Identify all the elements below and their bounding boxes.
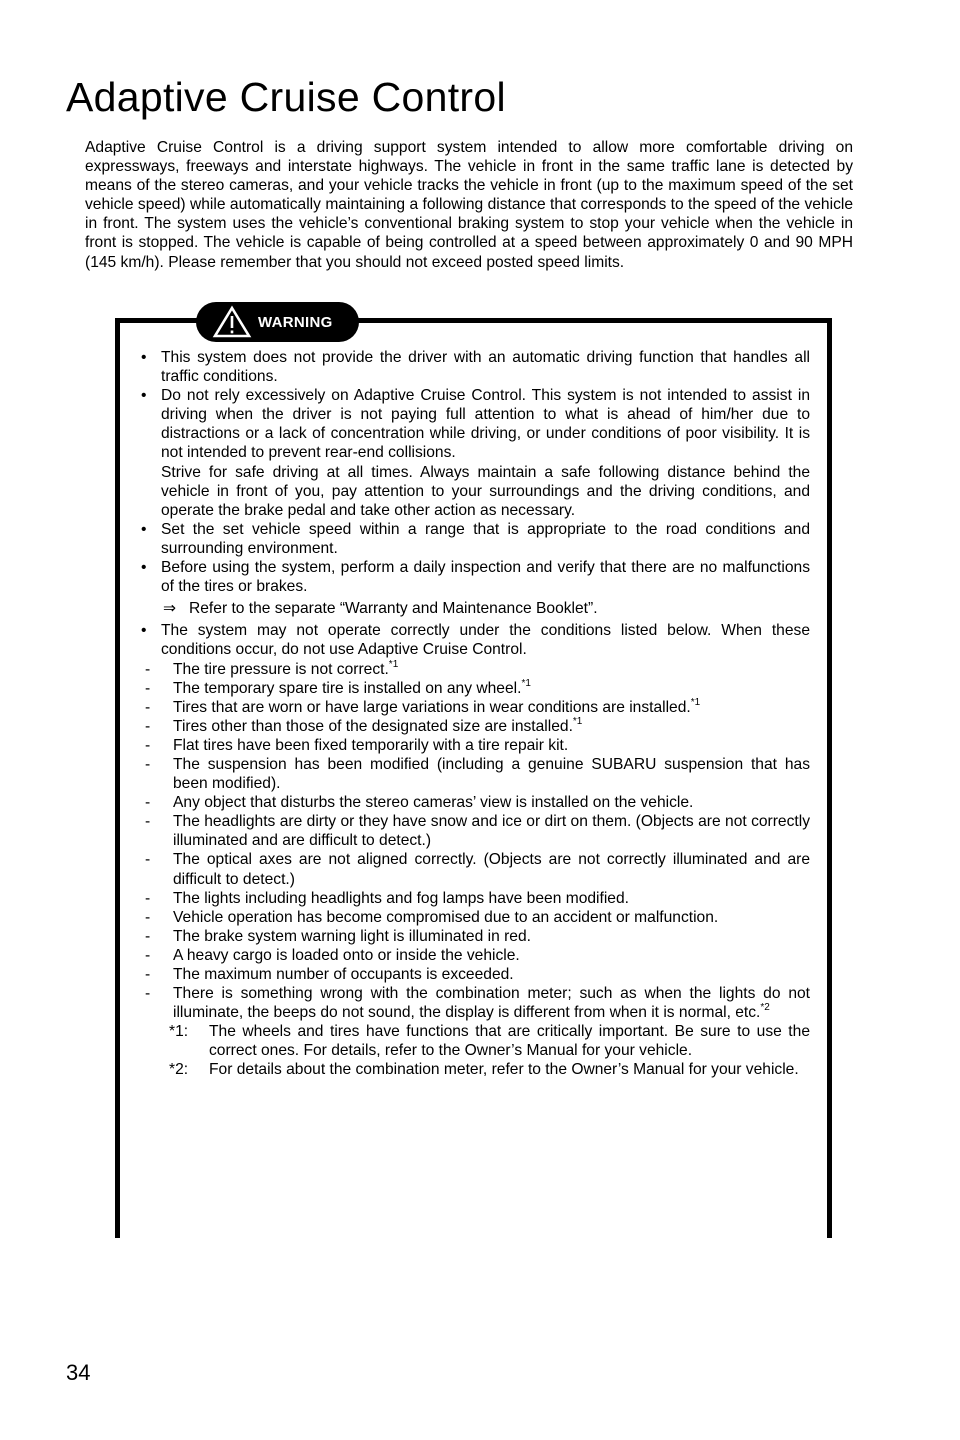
condition-item [133, 812, 810, 850]
bullet-dot: • [141, 622, 147, 640]
footnote-mark: *1: [169, 1023, 189, 1041]
warning-bullet [133, 520, 810, 558]
condition-item [133, 946, 810, 965]
condition-text: The brake system warning light is illuminated in red. [173, 927, 531, 945]
intro-paragraph: Adaptive Cruise Control is a driving support system intended to allow more comfortable driving on expressways, freeways and interstate highways. The vehicle in front in the same traffic lane is detected by means of the stereo cameras, and your vehicle tracks the vehicle in front (up to the maximum speed of the set vehicle speed) while automatically maintaining a following distance that corresponds to the speed of the vehicle in front. The system uses the vehicle’s conventional braking system to stop your vehicle when the vehicle in front is stopped. The vehicle is capable of being controlled at a speed between approximately 0 and 90 MPH (145 km/h). Please remember that you should not exceed posted speed limits. [85, 139, 853, 271]
dash-marker: - [145, 717, 151, 735]
bullet-text: Strive for safe driving at all times. Always maintain a safe following distance behind the vehicle in front of you, pay attention to your surroundings and the driving conditions, and operate the brake pedal and take other action as necessary. [161, 463, 810, 519]
condition-item [133, 717, 810, 736]
dash-marker: - [145, 660, 151, 678]
reference-line [161, 599, 810, 618]
condition-item [133, 965, 810, 984]
dash-marker: - [145, 755, 151, 773]
footnote-text: The wheels and tires have functions that are critically important. Be sure to use the correct ones. For details, refer to the Owner’s Manual for your vehicle. [209, 1023, 810, 1060]
footnote-ref: *1 [388, 658, 399, 670]
warning-triangle-icon [212, 305, 252, 339]
footnote-ref: *1 [690, 696, 701, 708]
bullet-text: Before using the system, perform a daily inspection and verify that there are no malfunctions of the tires or brakes. [161, 559, 810, 596]
condition-text: Tires that are worn or have large variations in wear conditions are installed. [173, 698, 691, 716]
footnote [169, 1022, 810, 1060]
dash-marker: - [145, 889, 151, 907]
dash-marker: - [145, 946, 151, 964]
condition-text: Tires other than those of the designated size are installed. [173, 717, 573, 735]
bullet-text: This system does not provide the driver with an automatic driving function that handles all traffic conditions. [161, 349, 810, 386]
warning-badge [196, 302, 359, 342]
dash-marker: - [145, 966, 151, 983]
condition-item [133, 660, 810, 679]
bullet-text: The system may not operate correctly under the conditions listed below. When these conditions occur, do not use Adaptive Cruise Control. [161, 622, 810, 659]
footnote-ref: *1 [521, 677, 531, 689]
condition-item [133, 755, 810, 793]
condition-item [133, 793, 810, 812]
warning-bullet [133, 348, 810, 386]
condition-text: A heavy cargo is loaded onto or inside the vehicle. [173, 946, 520, 964]
warning-bullet [133, 621, 810, 659]
dash-marker: - [145, 813, 151, 831]
condition-text: The lights including headlights and fog lamps have been modified. [173, 889, 629, 907]
condition-text: The temporary spare tire is installed on any wheel. [173, 679, 522, 697]
bullet-text: Do not rely excessively on Adaptive Cruise Control. This system is not intended to assist in driving when the driver is not paying full attention to what is ahead of him/her due to distractions or a lack of concentration while driving, or under conditions of poor visibility. It is not intended to prevent rear-end collisions. [161, 387, 810, 462]
dash-marker: - [145, 794, 151, 812]
page-title: Adaptive Cruise Control [66, 74, 506, 120]
warning-bullet [133, 558, 810, 596]
condition-item [133, 927, 810, 946]
reference-text: Refer to the separate “Warranty and Maintenance Booklet”. [189, 600, 598, 618]
footnote-ref: *1 [572, 715, 583, 727]
footnote-mark: *2: [169, 1061, 189, 1079]
condition-item [133, 889, 810, 908]
bullet-dot: • [141, 349, 147, 366]
condition-item [133, 679, 810, 698]
warning-content [133, 348, 810, 1080]
condition-item [133, 698, 810, 717]
condition-text: Any object that disturbs the stereo cameras’ view is installed on the vehicle. [173, 794, 694, 812]
dash-marker: - [145, 851, 151, 869]
warning-bullet-continuation [133, 463, 810, 520]
dash-marker: - [145, 927, 151, 945]
condition-text: The headlights are dirty or they have snow and ice or dirt on them. (Objects are not correctly illuminated and are difficult to detect.) [173, 813, 810, 850]
condition-text: Vehicle operation has become compromised due to an accident or malfunction. [173, 908, 719, 926]
condition-text: The suspension has been modified (including a genuine SUBARU suspension that has been modified). [173, 755, 810, 793]
footnote-text: For details about the combination meter, refer to the Owner’s Manual for your vehicle. [209, 1061, 799, 1079]
warning-label: WARNING [258, 313, 333, 331]
condition-text: There is something wrong with the combination meter; such as when the lights do not illuminate, the beeps do not sound, the display is different from when it is normal, etc. [173, 985, 810, 1022]
refer-arrow-icon: ⇒ [163, 600, 177, 618]
bullet-dot: • [141, 520, 147, 538]
condition-item [133, 850, 810, 888]
page-number: 34 [66, 1360, 91, 1385]
dash-marker: - [145, 736, 151, 754]
condition-text: The maximum number of occupants is exceeded. [173, 966, 514, 983]
bullet-dot: • [141, 387, 147, 405]
condition-text: Flat tires have been fixed temporarily with a tire repair kit. [173, 736, 569, 754]
dash-marker: - [145, 908, 151, 926]
condition-text: The tire pressure is not correct. [173, 660, 389, 678]
bullet-dot: • [141, 559, 147, 577]
condition-item [133, 908, 810, 927]
condition-item [133, 736, 810, 755]
condition-text: The optical axes are not aligned correctly. (Objects are not correctly illuminated and are difficult to detect.) [173, 851, 810, 888]
footnote-ref: *2 [760, 1002, 770, 1014]
condition-item [133, 984, 810, 1022]
dash-marker: - [145, 679, 151, 697]
dash-marker: - [145, 985, 151, 1003]
warning-bullet [133, 386, 810, 462]
bullet-text: Set the set vehicle speed within a range that is appropriate to the road conditions and surrounding environment. [161, 520, 810, 557]
dash-marker: - [145, 698, 151, 716]
footnote [169, 1060, 810, 1079]
